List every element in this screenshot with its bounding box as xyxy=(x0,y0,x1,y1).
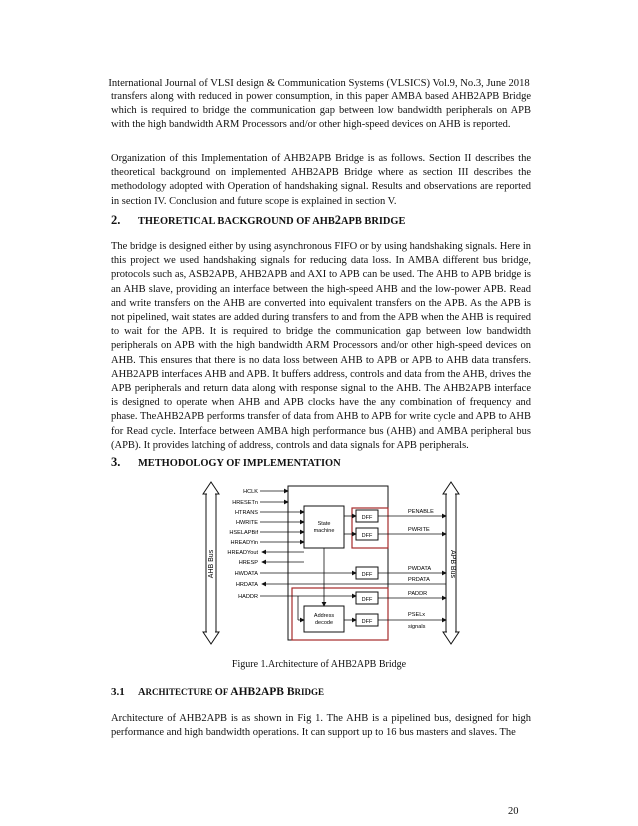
dff-label-paddr: DFF xyxy=(361,597,373,603)
signal-hrdata: HRDATA xyxy=(235,582,258,588)
signal-hwrite: HWRITE xyxy=(235,520,258,526)
signal-prdata: PRDATA xyxy=(408,577,430,583)
state-machine-label-1: State xyxy=(317,521,331,527)
address-decode-box xyxy=(304,606,344,632)
section-3-title: METHODOLOGY OF IMPLEMENTATION xyxy=(138,458,341,469)
section-3-1-title-4: F xyxy=(222,687,231,697)
state-machine-box xyxy=(304,506,344,548)
signal-hreadyout: HREADYout xyxy=(227,550,258,556)
dff-label-penable: DFF xyxy=(361,515,373,521)
architecture-diagram xyxy=(200,480,470,648)
section-3-1-heading xyxy=(111,686,324,698)
section-3-1-body: Architecture of AHB2APB is as shown in Fig 1. The AHB is a pipelined bus, designed for high performance and high bandwidth operations. It can support up to 16 bus masters and slaves. The xyxy=(111,713,531,739)
dff-label-pwdata: DFF xyxy=(361,572,373,578)
signal-hselapbif: HSELAPBif xyxy=(229,530,258,536)
signal-hreadyin: HREADYin xyxy=(230,540,258,546)
signal-pselx-2: signals xyxy=(408,624,426,630)
section-2-title-c: APB BRIDGE xyxy=(341,216,406,227)
signal-htrans: HTRANS xyxy=(235,510,258,516)
address-decode-label-2: decode xyxy=(314,620,334,626)
apb-bus-label: APB Bus xyxy=(449,549,456,579)
section-3-1-title-2: RCHITECTURE xyxy=(145,687,215,697)
dff-label-pwrite: DFF xyxy=(361,533,373,539)
section-2-title-b: 2 xyxy=(334,213,342,227)
page-number: 20 xyxy=(508,806,519,817)
intro-paragraph-1: transfers along with reduced in power consumption, in this paper AMBA based AHB2APB Bridge which is required to bridge the communication gap between low bandwidth peripherals on APB with the high bandwidth ARM Processors and/or other high-speed devices on AHB is reported. xyxy=(111,91,531,131)
section-3-number: 3. xyxy=(111,455,121,469)
section-3-heading xyxy=(111,455,341,470)
section-3-1-title-1: A xyxy=(138,687,146,698)
section-2-title-a: THEORETICAL BACKGROUND OF AHB xyxy=(138,216,335,227)
signal-pwrite: PWRITE xyxy=(408,527,430,533)
signal-paddr: PADDR xyxy=(408,591,428,597)
section-3-1-number: 3.1 xyxy=(111,686,125,698)
section-2-number: 2. xyxy=(111,213,121,227)
signal-pselx: PSELx xyxy=(408,612,426,618)
section-3-1-title-3: O xyxy=(214,687,223,698)
signal-penable: PENABLE xyxy=(408,509,434,515)
state-machine-label-2: machine xyxy=(313,528,335,534)
signal-haddr: HADDR xyxy=(238,594,258,600)
signal-pwdata: PWDATA xyxy=(408,566,432,572)
signal-hresetn: HRESETn xyxy=(232,500,258,506)
section-3-1-title-6: RIDGE xyxy=(294,687,325,697)
signal-hwdata: HWDATA xyxy=(234,571,258,577)
address-decode-label-1: Address xyxy=(313,613,335,619)
section-2-heading xyxy=(111,213,405,228)
section-3-1-title-5: AHB2APB B xyxy=(230,686,295,698)
signal-hclk: HCLK xyxy=(243,489,258,495)
figure-caption: Figure 1.Architecture of AHB2APB Bridge xyxy=(231,659,407,670)
running-header: International Journal of VLSI design & Communication Systems (VLSICS) Vol.9, No.3, June 2018 xyxy=(108,78,530,89)
section-2-body: The bridge is designed either by using asynchronous FIFO or by using handshaking signals. Here in this project we used handshaking signals for reducing data loss. In AMBA different bus bridge, protocols such as, ASB2APB, AHB2APB and AXI to APB can be used. The AHB to APB bridge is an AHB slave, providing an interface between the high-speed AHB and the low-power APB. Read and write transfers on the AHB are converted into equivalent transfers on the APB. As the APB is not pipelined, wait states are added during transfers to and from the APB when the AHB is required to wait for the APB. It is required to bridge the communication gap between low bandwidth peripherals on APB with the high bandwidth ARM Processors and/or other high-speed devices on AHB. This ensures that there is no data loss between AHB to APB or APB to AHB data transfers. AHB2APB interfaces AHB and APB. It buffers address, controls and data from the AHB, drives the APB peripherals and return data along with response signal to the AHB. The AHB2APB interface is designed to operate when AHB and APB clocks have the any combination of frequency and phase. TheAHB2APB performs transfer of data from AHB to APB for write cycle and APB to AHB for Read cycle. Interface between AMBA high performance bus (AHB) and AMBA peripheral bus (APB). It provides latching of address, controls and data signals for APB peripherals. xyxy=(111,241,531,451)
signal-hresp: HRESP xyxy=(238,560,258,566)
ahb-bus-label: AHB Bus xyxy=(208,549,215,579)
intro-paragraph-2: Organization of this Implementation of AHB2APB Bridge is as follows. Section II describes the theoretical background on implemented AHB2APB Bridge where as section III describes the methodology adopted with Operation of handshaking signal. Results and observations are reported in section IV. Conclusion and future scope is explained in section V. xyxy=(111,153,531,207)
dff-label-psel: DFF xyxy=(361,619,373,625)
